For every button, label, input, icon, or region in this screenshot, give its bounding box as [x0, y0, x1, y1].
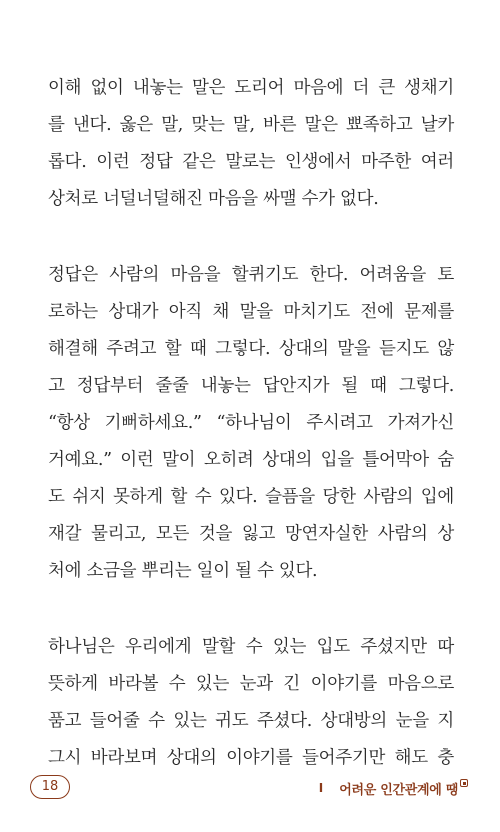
text-line: 해결해 주려고 할 때 그렇다. 상대의 말을 듣지도 않 — [48, 339, 454, 359]
text-line: 고 정답부터 줄줄 내놓는 답안지가 될 때 그렇다. — [48, 376, 454, 396]
text-line: 상처로 너덜너덜해진 마음을 싸맬 수가 없다. — [48, 189, 379, 209]
paragraph-3 — [48, 629, 454, 777]
text-line: 그시 바라보며 상대의 이야기를 들어주기만 해도 충 — [48, 748, 454, 768]
page-footer — [0, 775, 500, 805]
page-number-badge: 18 — [30, 775, 70, 799]
text-line: 뜻하게 바라볼 수 있는 눈과 긴 이야기를 마음으로 — [48, 674, 454, 694]
paragraph-2 — [48, 257, 454, 590]
text-line: 이해 없이 내놓는 말은 도리어 마음에 더 큰 생채기 — [48, 78, 454, 98]
paragraph-gap — [48, 218, 454, 257]
text-line: 롭다. 이런 정답 같은 말로는 인생에서 마주한 여러 — [48, 152, 454, 172]
text-line: 거예요.” 이런 말이 오히려 상대의 입을 틀어막아 숨 — [48, 450, 454, 470]
body-text — [48, 70, 454, 777]
chapter-ornament-icon — [460, 779, 470, 789]
text-line: 를 낸다. 옳은 말, 맞는 말, 바른 말은 뾰족하고 날카 — [48, 115, 454, 135]
text-line: 로하는 상대가 아직 채 말을 마치기도 전에 문제를 — [48, 302, 454, 322]
text-line: 재갈 물리고, 모든 것을 잃고 망연자실한 사람의 상 — [48, 524, 454, 544]
text-line: 도 쉬지 못하게 할 수 있다. 슬픔을 당한 사람의 입에 — [48, 487, 454, 507]
text-line: 정답은 사람의 마음을 할퀴기도 한다. 어려움을 토 — [48, 265, 454, 285]
paragraph-1 — [48, 70, 454, 218]
chapter-number: I — [318, 781, 324, 795]
text-line: 처에 소금을 뿌리는 일이 될 수 있다. — [48, 561, 318, 581]
chapter-title: 어려운 인간관계에 땡 — [339, 782, 458, 798]
text-line: “항상 기뻐하세요.” “하나님이 주시려고 가져가신 — [48, 413, 454, 433]
running-header — [319, 777, 470, 799]
text-line: 하나님은 우리에게 말할 수 있는 입도 주셨지만 따 — [48, 637, 454, 657]
paragraph-gap — [48, 590, 454, 629]
text-line: 품고 들어줄 수 있는 귀도 주셨다. 상대방의 눈을 지 — [48, 711, 454, 731]
